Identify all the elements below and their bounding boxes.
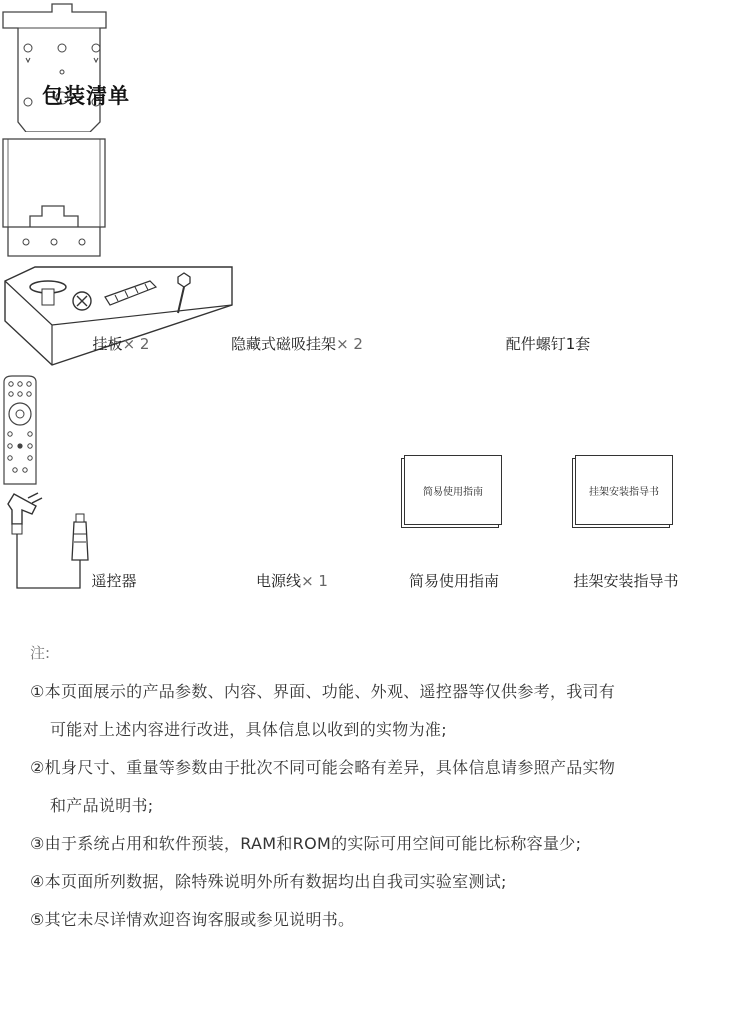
page-title: 包装清单 (42, 84, 130, 108)
item-label: 隐藏式磁吸挂架 (231, 335, 337, 353)
note-line: ③由于系统占用和软件预装，RAM和ROM的实际可用空间可能比标称容量少; (30, 834, 582, 853)
item-label: 配件螺钉1套 (505, 335, 591, 353)
remote-illustration (0, 374, 40, 486)
booklet-text: 挂架安装指导书 (589, 487, 659, 498)
notes-heading: 注: (30, 644, 51, 662)
note-line: ①本页面展示的产品参数、内容、界面、功能、外观、遥控器等仅供参考，我司有 (30, 682, 616, 701)
install-guide-booklet (575, 455, 673, 525)
notes-section (30, 642, 742, 939)
wall-plate-illustration (0, 0, 110, 132)
note-line: ④本页面所列数据，除特殊说明外所有数据均出自我司实验室测试; (30, 872, 507, 891)
note-line: 可能对上述内容进行改进，具体信息以收到的实物为准; (50, 720, 447, 739)
item-screw-kit (0, 265, 750, 374)
note-line: ⑤其它未尽详情欢迎咨询客服或参见说明书。 (30, 910, 355, 929)
quick-guide-booklet (404, 455, 502, 525)
item-label: 电源线 (256, 572, 302, 590)
item-label: 遥控器 (91, 572, 137, 590)
magnetic-bracket-illustration (0, 136, 110, 261)
item-qty: × 2 (122, 335, 150, 353)
note-line: ②机身尺寸、重量等参数由于批次不同可能会略有差异，具体信息请参照产品实物 (30, 758, 616, 777)
item-label: 简易使用指南 (408, 572, 500, 590)
item-label: 挂板 (92, 335, 123, 353)
item-qty: × 1 (301, 572, 328, 590)
note-line: 和产品说明书; (50, 796, 154, 815)
power-cord-illustration (0, 490, 95, 595)
booklet-text: 简易使用指南 (423, 487, 483, 498)
item-qty: × 2 (336, 335, 363, 353)
item-label: 挂架安装指导书 (573, 572, 679, 590)
screw-kit-illustration (0, 265, 240, 370)
